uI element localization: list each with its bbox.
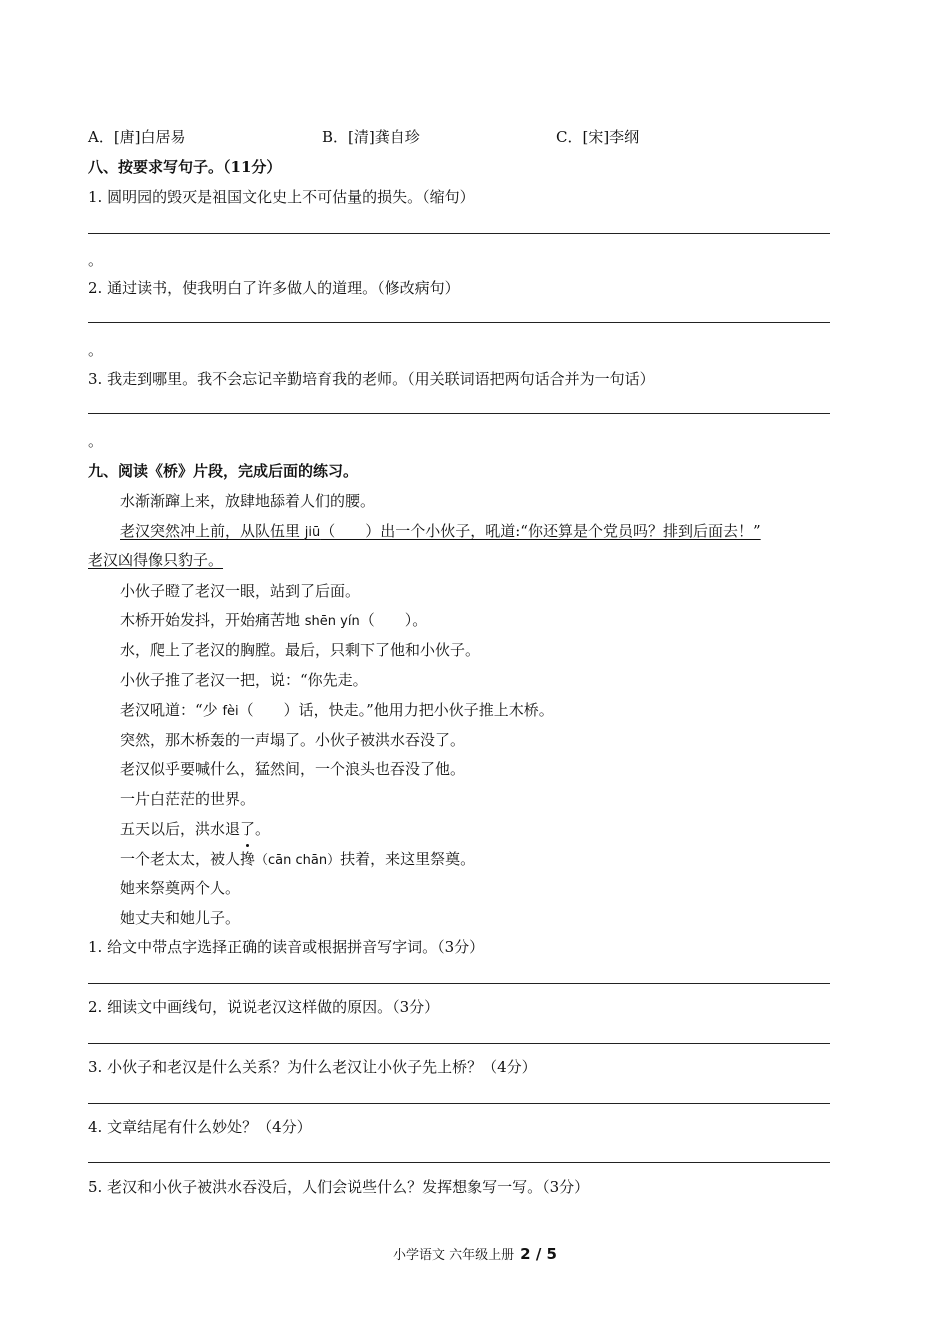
passage-line	[120, 700, 554, 722]
underlined-passage-line	[120, 521, 761, 543]
answer-line	[88, 322, 830, 323]
passage-text: （ ）话，快走。”他用力把小伙子推上木桥。	[238, 701, 554, 719]
passage-line	[120, 849, 475, 871]
section-9-question-1: 1. 给文中带点字选择正确的读音或根据拼音写字词。（3分）	[88, 938, 485, 956]
answer-line	[88, 1103, 830, 1104]
passage-line: 水渐渐蹿上来，放肆地舔着人们的腰。	[120, 492, 376, 510]
passage-text: 老汉吼道：“少	[120, 701, 223, 719]
passage-line: 老汉似乎要喊什么，猛然间，一个浪头也吞没了他。	[120, 760, 466, 778]
section-8-title: 八、按要求写句子。（11分）	[88, 158, 282, 176]
passage-text: 一个老太太，被人	[120, 850, 241, 868]
passage-text: （ ）出一个小伙子，吼道:“你还算是个党员吗？排到后面去！”	[320, 522, 761, 540]
pinyin: fèi	[222, 704, 239, 719]
passage-line: 突然，那木桥轰的一声塌了。小伙子被洪水吞没了。	[120, 731, 466, 749]
answer-line	[88, 983, 830, 984]
passage-line: 一片白茫茫的世界。	[120, 790, 256, 808]
section-8-question-1: 1. 圆明园的毁灭是祖国文化史上不可估量的损失。（缩句）	[88, 188, 475, 206]
passage-text: （ ）。	[359, 611, 428, 629]
option-a: A．[唐]白居易	[88, 128, 186, 146]
passage-line: 水，爬上了老汉的胸膛。最后，只剩下了他和小伙子。	[120, 641, 481, 659]
dotted-character: 搀	[240, 850, 256, 868]
pinyin: shēn yín	[304, 614, 360, 629]
passage-text: 扶着，来这里祭奠。	[340, 850, 476, 868]
option-b: B．[清]龚自珍	[322, 128, 420, 146]
option-c: C．[宋]李纲	[556, 128, 640, 146]
passage-text: 木桥开始发抖，开始痛苦地	[120, 611, 305, 629]
answer-period: 。	[88, 251, 104, 269]
passage-line: 她来祭奠两个人。	[120, 879, 241, 897]
page-number: 2 / 5	[520, 1245, 557, 1263]
section-9-question-4: 4. 文章结尾有什么妙处？（4分）	[88, 1118, 312, 1136]
answer-line	[88, 1162, 830, 1163]
passage-line: 她丈夫和她儿子。	[120, 909, 241, 927]
answer-line	[88, 1043, 830, 1044]
pinyin: jiū	[304, 525, 321, 540]
section-8-question-3: 3. 我走到哪里。我不会忘记辛勤培育我的老师。（用关联词语把两句话合并为一句话）	[88, 370, 655, 388]
answer-period: 。	[88, 341, 104, 359]
section-9-question-2: 2. 细读文中画线句，说说老汉这样做的原因。（3分）	[88, 998, 440, 1016]
section-9-title: 九、阅读《桥》片段，完成后面的练习。	[88, 462, 359, 480]
answer-period: 。	[88, 432, 104, 450]
underlined-passage-line-continued: 老汉凶得像只豹子。	[88, 551, 224, 569]
answer-line	[88, 233, 830, 234]
passage-line	[120, 610, 427, 632]
passage-text: 老汉突然冲上前，从队伍里	[120, 522, 305, 540]
passage-line: 五天以后，洪水退了。	[120, 820, 271, 838]
passage-line: 小伙子推了老汉一把，说：“你先走。	[120, 671, 368, 689]
pinyin-choice: （cān chān）	[255, 853, 341, 868]
section-9-question-5: 5. 老汉和小伙子被洪水吞没后，人们会说些什么？发挥想象写一写。（3分）	[88, 1178, 590, 1196]
section-8-question-2: 2. 通过读书，使我明白了许多做人的道理。（修改病句）	[88, 279, 460, 297]
passage-line: 小伙子瞪了老汉一眼，站到了后面。	[120, 582, 361, 600]
footer-text: 小学语文 六年级上册	[393, 1248, 515, 1263]
page-footer	[0, 1244, 950, 1266]
section-9-question-3: 3. 小伙子和老汉是什么关系？为什么老汉让小伙子先上桥？（4分）	[88, 1058, 537, 1076]
answer-line	[88, 413, 830, 414]
